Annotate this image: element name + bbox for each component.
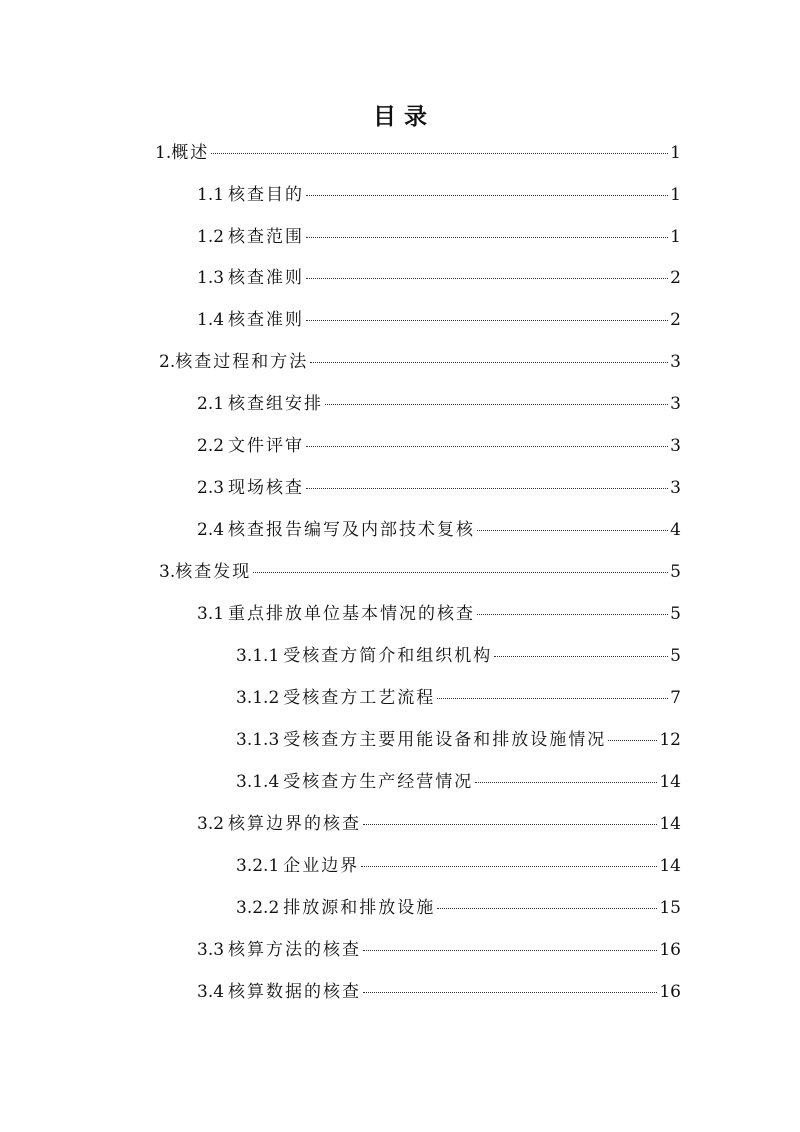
dot-leader [211,152,668,154]
toc-entry-number: 3.1.1 [236,646,280,666]
dot-leader [608,739,657,741]
toc-entry-page: 12 [659,730,681,750]
toc-entry-number: 1.1 [197,185,225,205]
dot-leader [306,194,668,196]
toc-entry-number: 2.3 [197,478,225,498]
dot-leader [363,949,657,951]
toc-entry-page: 14 [659,772,681,792]
toc-entry-title: 核算数据的核查 [228,982,362,1002]
toc-entry-number: 2. [159,352,176,372]
toc-entry-page: 3 [670,394,681,414]
toc-entry[interactable] [197,266,681,290]
dot-leader [306,236,668,238]
toc-entry[interactable] [197,225,681,249]
toc-entry-number: 1.3 [197,268,225,288]
toc-entry-page: 3 [670,352,681,372]
toc-entry-number: 1. [155,143,172,163]
toc-entry[interactable] [155,141,681,165]
dot-leader [477,529,668,531]
toc-entry[interactable] [236,896,681,920]
toc-entry-number: 3.2.2 [236,898,280,918]
toc-entry-number: 3.1.4 [236,772,280,792]
toc-entry-title: 受核查方工艺流程 [283,688,436,708]
toc-entry-title: 核查过程和方法 [175,352,309,372]
toc-entry-page: 5 [670,562,681,582]
dot-leader [306,277,668,279]
toc-entry[interactable] [197,938,681,962]
dot-leader [494,655,668,657]
toc-entry-number: 3.2.1 [236,856,280,876]
toc-entry[interactable] [197,434,681,458]
toc-entry-number: 1.2 [197,227,225,247]
toc-entry-number: 2.1 [197,394,225,414]
toc-entry-title: 企业边界 [283,856,360,876]
toc-entry-title: 受核查方生产经营情况 [283,772,474,792]
toc-entry-title: 重点排放单位基本情况的核查 [228,604,476,624]
toc-entry[interactable] [197,602,681,626]
toc-entry[interactable] [197,812,681,836]
toc-entry-number: 3.1.3 [236,730,280,750]
toc-entry[interactable] [197,980,681,1004]
dot-leader [306,487,668,489]
toc-entry[interactable] [197,476,681,500]
toc-entry-title: 受核查方简介和组织机构 [283,646,493,666]
dot-leader [361,865,657,867]
toc-entry-title: 概述 [171,143,210,163]
toc-entry-title: 排放源和排放设施 [283,898,436,918]
toc-entry-title: 现场核查 [228,478,305,498]
dot-leader [306,445,668,447]
toc-entry[interactable] [197,392,681,416]
toc-entry-number: 3.1 [197,604,225,624]
toc-entry[interactable] [197,518,681,542]
toc-entry-page: 15 [659,898,681,918]
toc-entry-page: 7 [670,688,681,708]
toc-entry[interactable] [197,183,681,207]
toc-entry-title: 核算边界的核查 [228,814,362,834]
toc-entry-number: 2.2 [197,436,225,456]
toc-entry-page: 16 [659,940,681,960]
dot-leader [475,781,657,783]
toc-entry-title: 核查组安排 [228,394,324,414]
toc-entry-title: 核查准则 [228,268,305,288]
dot-leader [253,571,668,573]
toc-entry[interactable] [236,728,681,752]
toc-entry-page: 1 [670,227,681,247]
toc-entry-page: 3 [670,478,681,498]
toc-entry-page: 3 [670,436,681,456]
toc-entry-page: 14 [659,856,681,876]
dot-leader [306,319,668,321]
toc-entry-page: 5 [670,604,681,624]
toc-entry[interactable] [159,350,681,374]
toc-entry-title: 文件评审 [228,436,305,456]
dot-leader [363,823,657,825]
toc-entry[interactable] [159,560,681,584]
dot-leader [437,697,668,699]
toc-entry-title: 核查目的 [228,185,305,205]
dot-leader [437,907,657,909]
toc-entry[interactable] [236,854,681,878]
toc-entry-number: 3.3 [197,940,225,960]
toc-entry-title: 受核查方主要用能设备和排放设施情况 [283,730,607,750]
toc-entry[interactable] [197,308,681,332]
toc-entry-title: 核查报告编写及内部技术复核 [228,520,476,540]
toc-entry-number: 3.4 [197,982,225,1002]
toc-entry-page: 5 [670,646,681,666]
toc-entry-page: 1 [670,143,681,163]
toc-title: 目 录 [372,103,427,130]
toc-entry-number: 3.1.2 [236,688,280,708]
dot-leader [325,403,668,405]
toc-entry-title: 核算方法的核查 [228,940,362,960]
toc-entry-title: 核查发现 [175,562,252,582]
dot-leader [310,361,668,363]
toc-entry-page: 2 [670,268,681,288]
toc-entry-title: 核查范围 [228,227,305,247]
toc-entry-title: 核查准则 [228,310,305,330]
toc-entry-number: 2.4 [197,520,225,540]
toc-entry-number: 3.2 [197,814,225,834]
toc-entry-number: 1.4 [197,310,225,330]
toc-entry-number: 3. [159,562,176,582]
dot-leader [477,613,668,615]
toc-entry[interactable] [236,644,681,668]
toc-entry-page: 16 [659,982,681,1002]
dot-leader [363,991,657,993]
toc-entry[interactable] [236,686,681,710]
toc-entry-page: 2 [670,310,681,330]
toc-entry-page: 14 [659,814,681,834]
toc-entry-page: 1 [670,185,681,205]
toc-entry-page: 4 [670,520,681,540]
toc-entry[interactable] [236,770,681,794]
